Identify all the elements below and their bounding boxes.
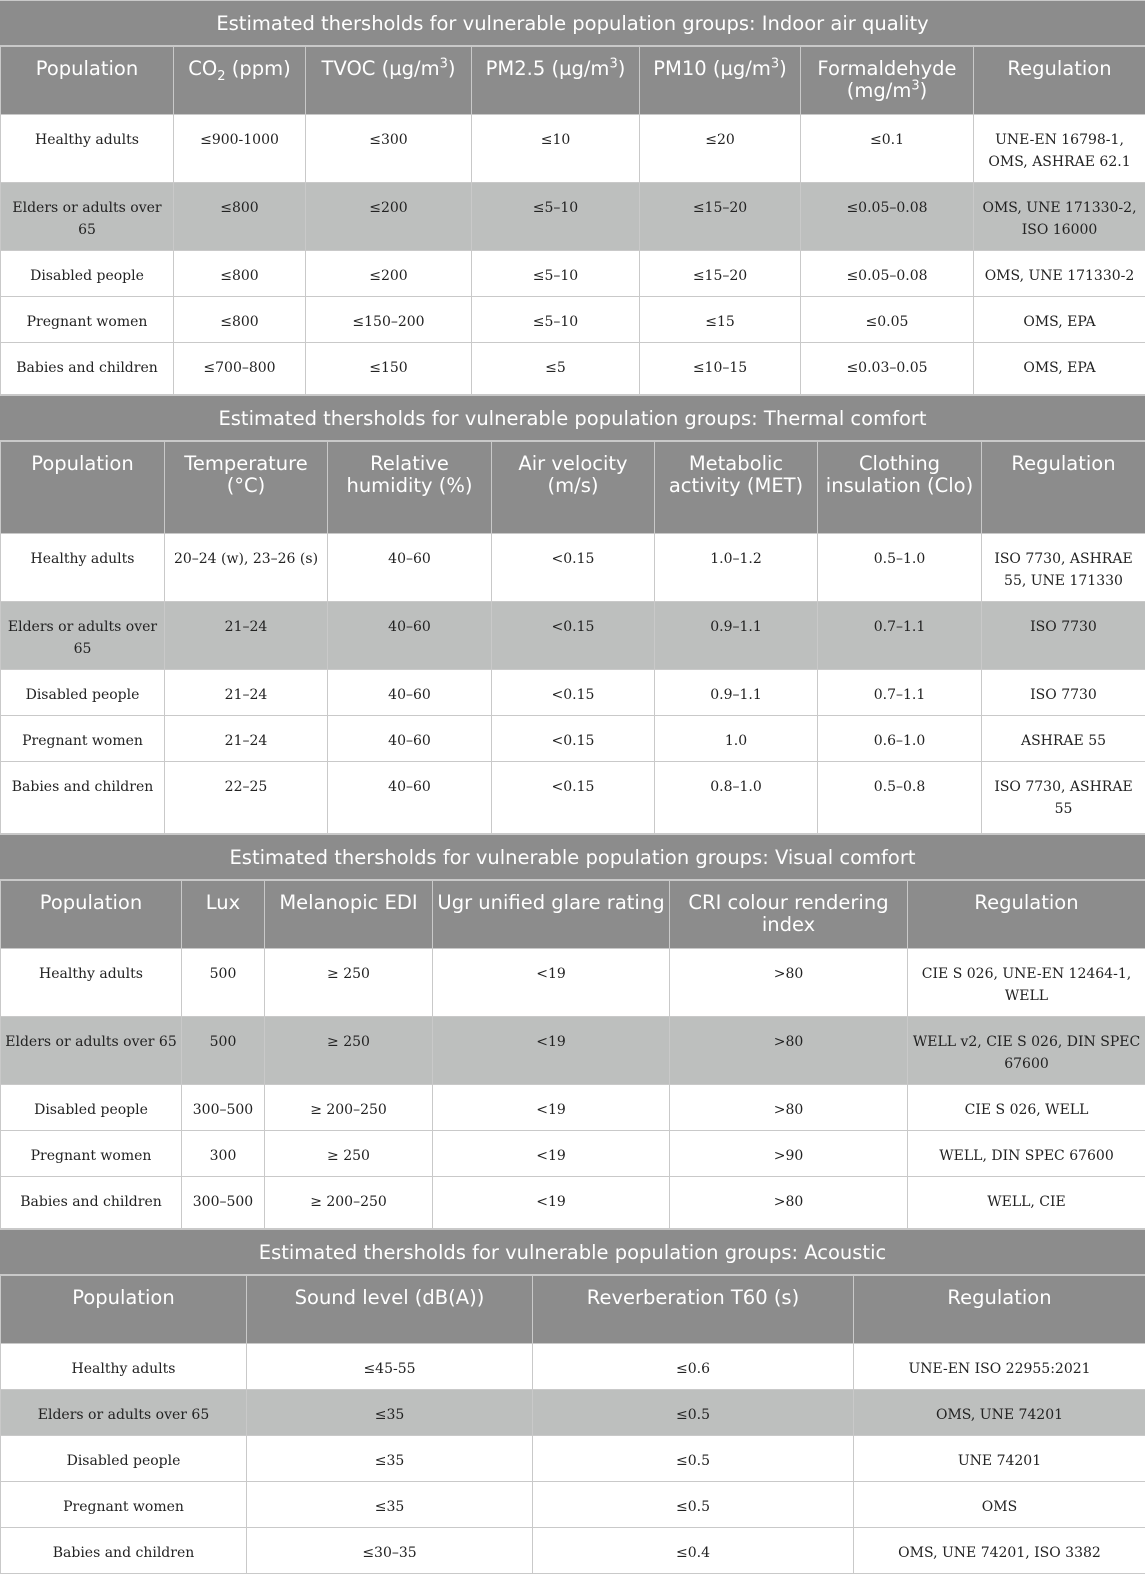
table-row [1,1528,1145,1574]
table-cell: ≤35 [247,1390,533,1436]
table-cell: Babies and children [1,1177,182,1229]
table-visual-comfort [0,880,1145,1229]
table-cell: <0.15 [492,762,655,834]
table-cell: OMS, EPA [974,297,1145,343]
table-cell: OMS, UNE 74201 [854,1390,1145,1436]
table-cell: <0.15 [492,602,655,670]
table-header-row [1,1276,1145,1344]
table-cell: 0.5–0.8 [818,762,982,834]
table-row [1,1436,1145,1482]
table-row [1,1344,1145,1390]
column-header: Population [1,47,174,115]
column-header: Population [1,881,182,949]
table-cell: >90 [670,1131,908,1177]
column-header: Metabolic activity (MET) [655,442,818,534]
table-cell: Pregnant women [1,716,165,762]
table-cell: ≤45-55 [247,1344,533,1390]
table-cell: ≤0.5 [533,1436,854,1482]
column-header: Clothing insulation (Clo) [818,442,982,534]
table-cell: ISO 7730, ASHRAE 55 [982,762,1145,834]
table-cell: ≥ 250 [265,949,433,1017]
table-cell: >80 [670,1017,908,1085]
table-cell: ≤200 [306,183,472,251]
table-cell: <19 [433,1177,670,1229]
table-cell: ≤20 [640,115,801,183]
table-cell: ≤5–10 [472,297,640,343]
table-cell: OMS, EPA [974,343,1145,395]
section-title-indoor-air-quality: Estimated thersholds for vulnerable population groups: Indoor air quality [0,0,1145,46]
table-cell: 300 [182,1131,265,1177]
table-cell: >80 [670,949,908,1017]
table-row [1,1085,1145,1131]
table-cell: ≤0.6 [533,1344,854,1390]
table-row [1,251,1145,297]
table-cell: 40–60 [328,670,492,716]
column-header: Relative humidity (%) [328,442,492,534]
table-row [1,670,1145,716]
section-title-thermal-comfort: Estimated thersholds for vulnerable population groups: Thermal comfort [0,395,1145,441]
table-cell: ≤800 [174,251,306,297]
table-cell: Healthy adults [1,115,174,183]
table-cell: ≤35 [247,1436,533,1482]
table-cell: Elders or adults over 65 [1,1390,247,1436]
column-header: Regulation [974,47,1145,115]
table-cell: ISO 7730, ASHRAE 55, UNE 171330 [982,534,1145,602]
table-cell: 500 [182,1017,265,1085]
column-header: Melanopic EDI [265,881,433,949]
column-header: Reverberation T60 (s) [533,1276,854,1344]
table-cell: ≤30–35 [247,1528,533,1574]
table-cell: ≤150–200 [306,297,472,343]
table-cell: Pregnant women [1,297,174,343]
table-cell: ISO 7730 [982,670,1145,716]
table-cell: Babies and children [1,762,165,834]
table-cell: ≤800 [174,183,306,251]
table-cell: ≤5–10 [472,183,640,251]
table-cell: ≥ 200–250 [265,1085,433,1131]
column-header: Regulation [908,881,1145,949]
table-cell: ≤5–10 [472,251,640,297]
column-header: $CO_2$ (ppm) [174,47,306,115]
table-cell: ≤0.5 [533,1482,854,1528]
table-cell: WELL, DIN SPEC 67600 [908,1131,1145,1177]
table-cell: Babies and children [1,343,174,395]
table-cell: UNE-EN ISO 22955:2021 [854,1344,1145,1390]
column-header: PM10 $(\mu g/m^3)$ [640,47,801,115]
table-cell: WELL v2, CIE S 026, DIN SPEC 67600 [908,1017,1145,1085]
table-cell: Pregnant women [1,1131,182,1177]
table-row [1,297,1145,343]
table-cell: 0.5–1.0 [818,534,982,602]
table-cell: ≤200 [306,251,472,297]
column-header: Regulation [854,1276,1145,1344]
table-cell: 0.6–1.0 [818,716,982,762]
column-header: CRI colour rendering index [670,881,908,949]
table-cell: ≤5 [472,343,640,395]
table-cell: ≤0.05–0.08 [801,251,974,297]
table-thermal-comfort [0,441,1145,834]
table-cell: Healthy adults [1,949,182,1017]
table-cell: 21–24 [165,716,328,762]
table-acoustic [0,1275,1145,1574]
column-header: Temperature (°C) [165,442,328,534]
table-cell: ≤900-1000 [174,115,306,183]
table-cell: ≤15–20 [640,251,801,297]
table-row [1,1017,1145,1085]
table-header-row [1,442,1145,534]
table-cell: 0.7–1.1 [818,670,982,716]
table-cell: 0.9–1.1 [655,602,818,670]
column-header: TVOC $(\mu g/m^3)$ [306,47,472,115]
table-cell: ≤300 [306,115,472,183]
table-cell: Disabled people [1,1436,247,1482]
table-cell: <0.15 [492,534,655,602]
table-cell: ≤0.05 [801,297,974,343]
table-cell: 22–25 [165,762,328,834]
table-cell: UNE 74201 [854,1436,1145,1482]
table-cell: ≤0.4 [533,1528,854,1574]
table-cell: <19 [433,1085,670,1131]
table-cell: OMS, UNE 74201, ISO 3382 [854,1528,1145,1574]
column-header: Air velocity (m/s) [492,442,655,534]
table-cell: 0.9–1.1 [655,670,818,716]
table-row [1,949,1145,1017]
table-row [1,1482,1145,1528]
table-cell: >80 [670,1177,908,1229]
table-cell: Disabled people [1,670,165,716]
column-header: Sound level (dB(A)) [247,1276,533,1344]
table-cell: ASHRAE 55 [982,716,1145,762]
table-header-row [1,47,1145,115]
table-cell: ≥ 250 [265,1131,433,1177]
column-header: Ugr unified glare rating [433,881,670,949]
table-cell: <0.15 [492,670,655,716]
table-cell: Elders or adults over 65 [1,602,165,670]
table-row [1,762,1145,834]
table-row [1,1177,1145,1229]
table-cell: ≤35 [247,1482,533,1528]
column-header: PM2.5 $(\mu g/m^3)$ [472,47,640,115]
table-cell: 0.8–1.0 [655,762,818,834]
table-cell: 40–60 [328,534,492,602]
table-cell: 300–500 [182,1177,265,1229]
table-cell: >80 [670,1085,908,1131]
section-title-visual-comfort: Estimated thersholds for vulnerable population groups: Visual comfort [0,834,1145,880]
table-cell: Pregnant women [1,1482,247,1528]
table-cell: Disabled people [1,251,174,297]
table-cell: <19 [433,949,670,1017]
table-row [1,1131,1145,1177]
table-cell: 20–24 (w), 23–26 (s) [165,534,328,602]
table-cell: 40–60 [328,716,492,762]
table-cell: 40–60 [328,602,492,670]
table-cell: 300–500 [182,1085,265,1131]
table-cell: ≥ 250 [265,1017,433,1085]
table-indoor-air-quality [0,46,1145,395]
table-cell: <19 [433,1017,670,1085]
table-row [1,343,1145,395]
table-cell: 21–24 [165,602,328,670]
table-cell: 40–60 [328,762,492,834]
table-cell: OMS [854,1482,1145,1528]
table-cell: ≤0.03–0.05 [801,343,974,395]
table-cell: 500 [182,949,265,1017]
table-row [1,1390,1145,1436]
column-header: Population [1,1276,247,1344]
table-row [1,716,1145,762]
table-cell: UNE-EN 16798-1, OMS, ASHRAE 62.1 [974,115,1145,183]
table-row [1,115,1145,183]
column-header: Regulation [982,442,1145,534]
table-row [1,534,1145,602]
table-cell: ≤150 [306,343,472,395]
table-cell: 1.0 [655,716,818,762]
table-cell: 1.0–1.2 [655,534,818,602]
table-cell: ISO 7730 [982,602,1145,670]
table-cell: ≤0.5 [533,1390,854,1436]
table-cell: <0.15 [492,716,655,762]
table-cell: ≤700–800 [174,343,306,395]
table-cell: Healthy adults [1,534,165,602]
table-cell: OMS, UNE 171330-2, ISO 16000 [974,183,1145,251]
table-cell: CIE S 026, WELL [908,1085,1145,1131]
table-cell: ≤0.1 [801,115,974,183]
column-header: Lux [182,881,265,949]
table-cell: 21–24 [165,670,328,716]
table-cell: ≤0.05–0.08 [801,183,974,251]
table-cell: ≤10 [472,115,640,183]
table-cell: ≤15 [640,297,801,343]
table-cell: <19 [433,1131,670,1177]
table-cell: OMS, UNE 171330-2 [974,251,1145,297]
table-cell: 0.7–1.1 [818,602,982,670]
table-cell: WELL, CIE [908,1177,1145,1229]
table-header-row [1,881,1145,949]
table-cell: Disabled people [1,1085,182,1131]
table-row [1,602,1145,670]
table-cell: ≤15–20 [640,183,801,251]
table-cell: CIE S 026, UNE-EN 12464-1, WELL [908,949,1145,1017]
table-cell: Elders or adults over 65 [1,1017,182,1085]
table-cell: Babies and children [1,1528,247,1574]
column-header: Formaldehyde $(mg/m^3)$ [801,47,974,115]
table-row [1,183,1145,251]
table-cell: Elders or adults over 65 [1,183,174,251]
table-cell: ≤10–15 [640,343,801,395]
column-header: Population [1,442,165,534]
table-cell: ≤800 [174,297,306,343]
section-title-acoustic: Estimated thersholds for vulnerable population groups: Acoustic [0,1229,1145,1275]
table-cell: ≥ 200–250 [265,1177,433,1229]
table-cell: Healthy adults [1,1344,247,1390]
